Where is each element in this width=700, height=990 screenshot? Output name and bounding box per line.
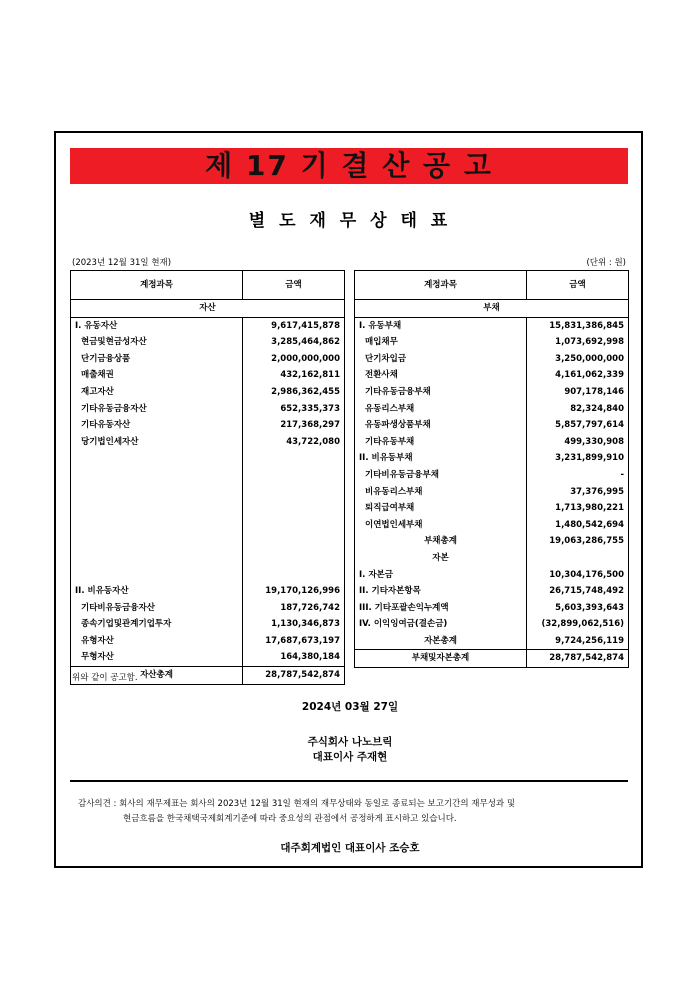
amount-cell: [243, 533, 345, 550]
account-cell: I. 자본금: [355, 567, 527, 584]
table-row: [71, 334, 345, 351]
amount-cell: [243, 484, 345, 501]
account-cell: 당기법인세자산: [71, 434, 243, 451]
table-row: [355, 384, 629, 401]
table-row: [355, 567, 629, 584]
account-cell: 기타유동금융부채: [355, 384, 527, 401]
account-cell: 종속기업및관계기업투자: [71, 616, 243, 633]
account-cell: 기타비유동금융부채: [355, 467, 527, 484]
table-row: [71, 450, 345, 467]
account-cell: 자본: [355, 550, 527, 567]
account-cell: 기타비유동금융자산: [71, 600, 243, 617]
amount-cell: (32,899,062,516): [541, 619, 624, 630]
amount-cell: 19,170,126,996: [265, 586, 340, 597]
account-cell: 기타유동부채: [355, 434, 527, 451]
unit-label: (단위 : 원): [586, 258, 626, 268]
total-amount: 28,787,542,874: [527, 650, 629, 668]
amount-cell: 1,073,692,998: [555, 337, 624, 348]
table-row: [355, 500, 629, 517]
amount-cell: 652,335,373: [280, 403, 340, 414]
ceo-name: 대표이사 주재현: [312, 751, 388, 763]
account-cell: [71, 500, 243, 517]
amount-cell: [243, 517, 345, 534]
account-cell: 전환사채: [355, 367, 527, 384]
account-cell: [71, 567, 243, 584]
amount-cell: 82,324,840: [570, 403, 624, 414]
table-row: [71, 517, 345, 534]
account-cell: [71, 467, 243, 484]
account-cell: 현금및현금성자산: [71, 334, 243, 351]
amount-cell: 1,713,980,221: [555, 503, 624, 514]
table-row: [71, 384, 345, 401]
table-row: [355, 484, 629, 501]
amount-cell: 2,986,362,455: [271, 386, 340, 397]
amount-cell: 3,250,000,000: [555, 353, 624, 364]
total-row: [355, 650, 629, 668]
table-row: [355, 450, 629, 467]
amount-cell: 9,617,415,878: [271, 320, 340, 331]
notice-banner: 제 17 기 결 산 공 고: [70, 148, 628, 184]
account-cell: [71, 450, 243, 467]
table-row: [71, 467, 345, 484]
table-row: [71, 500, 345, 517]
account-cell: III. 기타포괄손익누계액: [355, 600, 527, 617]
table-row: [71, 351, 345, 368]
amount-cell: 15,831,386,845: [549, 320, 624, 331]
account-cell: 재고자산: [71, 384, 243, 401]
table-row: [71, 649, 345, 666]
table-row: [355, 417, 629, 434]
table-row: [71, 484, 345, 501]
account-cell: 기타유동자산: [71, 417, 243, 434]
table-row: [71, 633, 345, 650]
amount-cell: 10,304,176,500: [549, 569, 624, 580]
audit-line: 감사의견 : 회사의 재무제표는 회사의 2023년 12월 31일 현재의 재무상태와 동일로 종료되는 보고기간의 재무성과 및: [78, 799, 516, 809]
table-row: [355, 334, 629, 351]
amount-cell: 907,178,146: [564, 386, 624, 397]
table-row: [71, 550, 345, 567]
company-block: [0, 735, 700, 765]
amount-cell: 1,130,346,873: [271, 619, 340, 630]
account-cell: [71, 533, 243, 550]
table-row: [71, 367, 345, 384]
account-header: 계정과목: [71, 271, 243, 300]
table-row: [71, 417, 345, 434]
amount-cell: 17,687,673,197: [265, 635, 340, 646]
table-row: [355, 317, 629, 334]
amount-cell: [243, 500, 345, 517]
section-title: 부채: [355, 300, 629, 318]
amount-cell: [243, 450, 345, 467]
liabilities-equity-table: [354, 270, 629, 668]
table-row: [71, 583, 345, 600]
table-row: [355, 434, 629, 451]
table-row: [355, 517, 629, 534]
amount-cell: 1,480,542,694: [555, 519, 624, 530]
amount-cell: 217,368,297: [280, 420, 340, 431]
table-row: [71, 616, 345, 633]
account-cell: 단기금융상품: [71, 351, 243, 368]
table-row: [355, 583, 629, 600]
statement-title: 별 도 재 무 상 태 표: [248, 211, 452, 231]
table-row: [355, 616, 629, 633]
total-label: 부채및자본총계: [355, 650, 527, 668]
amount-cell: 5,857,797,614: [555, 420, 624, 431]
table-row: [355, 367, 629, 384]
account-cell: [71, 550, 243, 567]
audit-opinion: [78, 797, 618, 827]
amount-cell: [527, 550, 629, 567]
account-cell: 무형자산: [71, 649, 243, 666]
as-of-date: (2023년 12월 31일 현재): [72, 258, 172, 268]
account-cell: I. 유동부채: [355, 317, 527, 334]
table-row: [355, 351, 629, 368]
company-name: 주식회사 나노브릭: [307, 736, 393, 748]
account-cell: II. 비유동자산: [71, 583, 243, 600]
account-cell: 이연법인세부채: [355, 517, 527, 534]
total-label: 자산총계: [71, 667, 243, 685]
account-cell: 유동리스부채: [355, 401, 527, 418]
account-cell: 매입채무: [355, 334, 527, 351]
amount-cell: 5,603,393,643: [555, 602, 624, 613]
amount-cell: 26,715,748,492: [549, 586, 624, 597]
amount-cell: 187,726,742: [280, 602, 340, 613]
table-row: [355, 550, 629, 567]
assets-table: [70, 270, 345, 685]
table-row: [355, 633, 629, 650]
amount-cell: [243, 467, 345, 484]
account-cell: 기타유동금융자산: [71, 401, 243, 418]
section-title: 자산: [71, 300, 345, 318]
account-cell: 자본총계: [355, 633, 527, 650]
table-row: [71, 567, 345, 584]
account-cell: 단기차입금: [355, 351, 527, 368]
divider: [70, 780, 628, 782]
table-row: [355, 600, 629, 617]
amount-cell: [243, 550, 345, 567]
account-cell: [71, 517, 243, 534]
account-cell: IV. 이익잉여금(결손금): [355, 616, 527, 633]
audit-line: 현금흐름을 한국채택국제회계기준에 따라 중요성의 관점에서 공정하게 표시하고 있습니다.: [123, 814, 457, 824]
auditor-name: 대주회계법인 대표이사 조승호: [280, 842, 420, 854]
account-cell: 유형자산: [71, 633, 243, 650]
table-row: [71, 434, 345, 451]
amount-cell: 43,722,080: [286, 436, 340, 447]
table-row: [71, 401, 345, 418]
account-cell: II. 비유동부채: [355, 450, 527, 467]
table-row: [71, 600, 345, 617]
table-row: [355, 401, 629, 418]
amount-cell: 3,285,464,862: [271, 337, 340, 348]
amount-cell: 3,231,899,910: [555, 453, 624, 464]
amount-cell: 2,000,000,000: [271, 353, 340, 364]
account-cell: 비유동리스부채: [355, 484, 527, 501]
table-row: [71, 533, 345, 550]
notice-date: 2024년 03월 27일: [301, 701, 399, 713]
account-cell: I. 유동자산: [71, 317, 243, 334]
amount-cell: 19,063,286,755: [549, 536, 624, 547]
amount-cell: 164,380,184: [280, 652, 340, 663]
account-header: 계정과목: [355, 271, 527, 300]
account-cell: 퇴직급여부채: [355, 500, 527, 517]
total-amount: 28,787,542,874: [243, 667, 345, 685]
account-cell: 매출채권: [71, 367, 243, 384]
account-cell: 부채총계: [355, 533, 527, 550]
amount-cell: 9,724,256,119: [555, 635, 624, 646]
account-cell: 유동파생상품부채: [355, 417, 527, 434]
amount-header: 금액: [243, 271, 345, 300]
table-row: [355, 533, 629, 550]
amount-cell: 499,330,908: [564, 436, 624, 447]
amount-cell: 4,161,062,339: [555, 370, 624, 381]
amount-cell: -: [620, 469, 624, 480]
amount-cell: [243, 567, 345, 584]
table-row: [355, 467, 629, 484]
notice-note: 위와 같이 공고함.: [72, 673, 138, 683]
table-row: [71, 317, 345, 334]
account-cell: II. 기타자본항목: [355, 583, 527, 600]
account-cell: [71, 484, 243, 501]
amount-cell: 37,376,995: [570, 486, 624, 497]
amount-header: 금액: [527, 271, 629, 300]
amount-cell: 432,162,811: [280, 370, 340, 381]
